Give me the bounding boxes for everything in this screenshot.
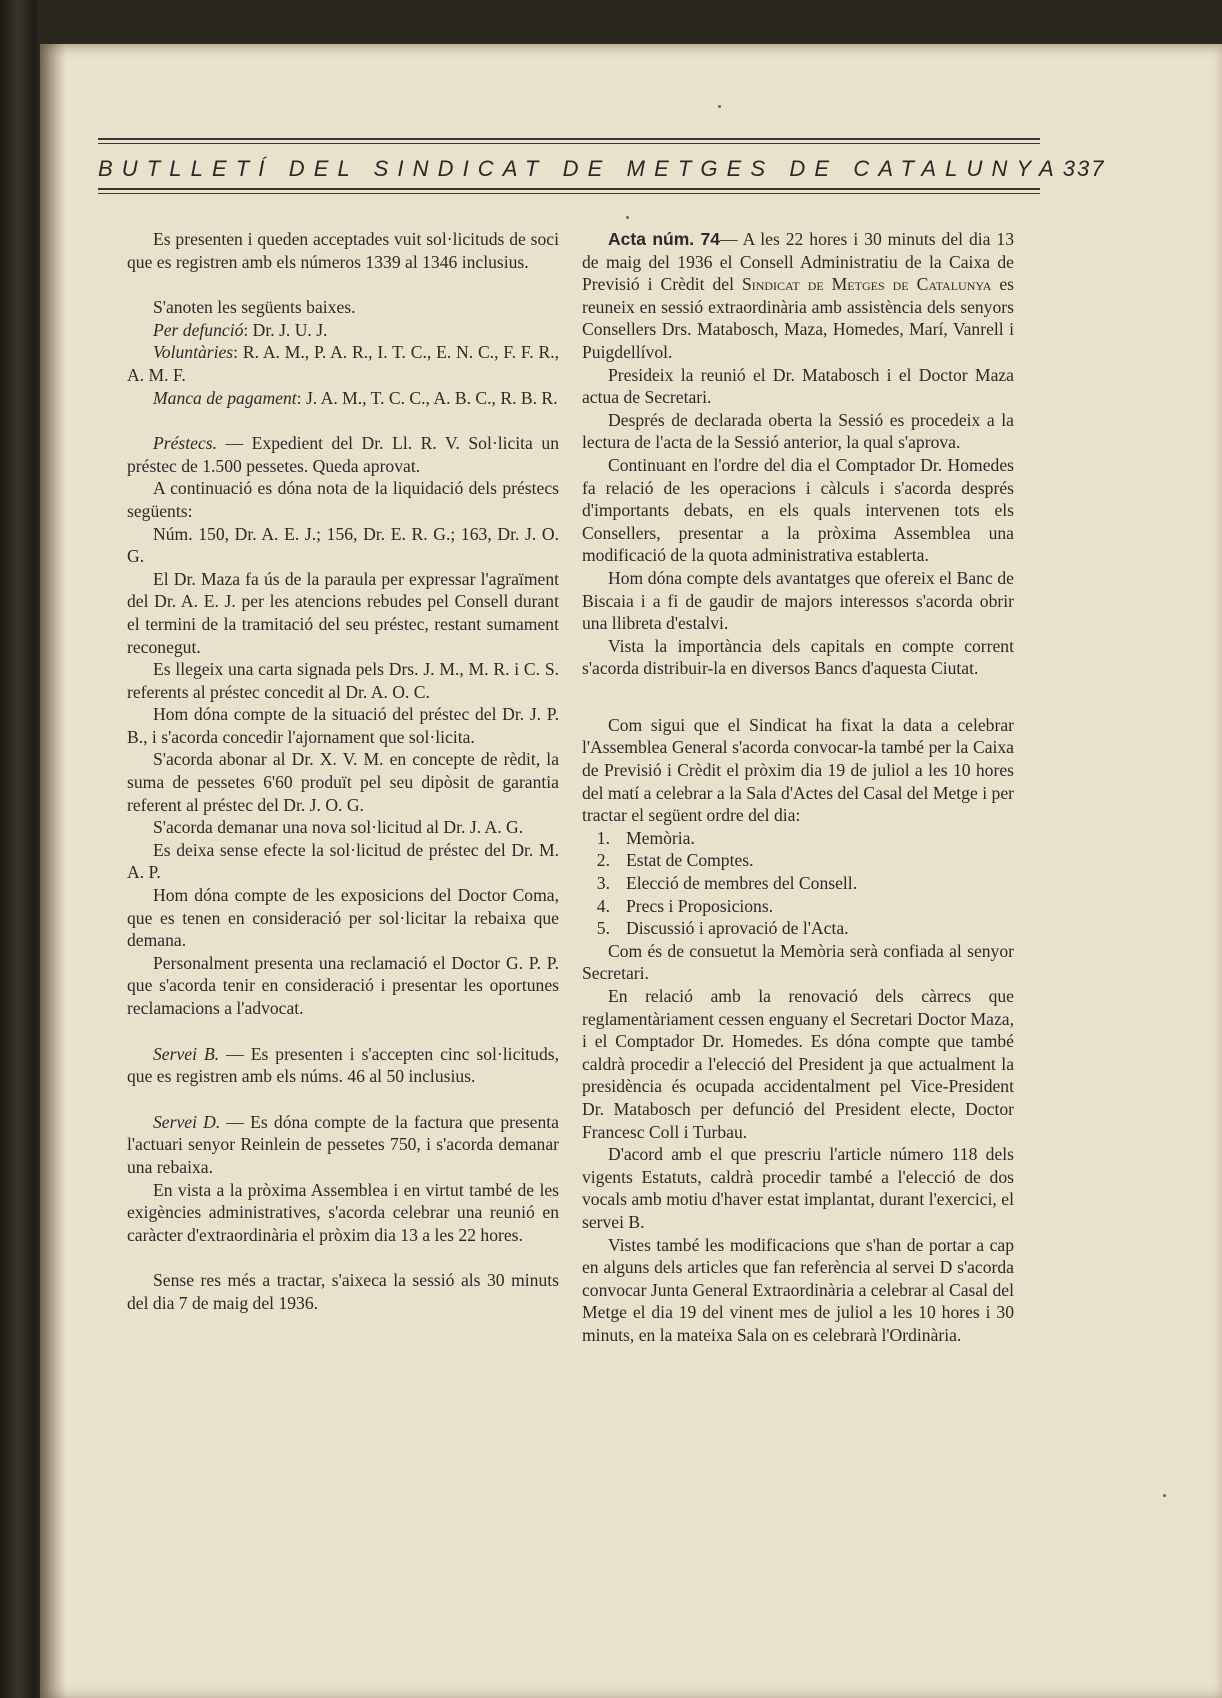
- paragraph: Es llegeix una carta signada pels Drs. J. M., M. R. i C. S. referents al préstec concedit al Dr. A. O. C.: [127, 659, 559, 702]
- paragraph: Núm. 150, Dr. A. E. J.; 156, Dr. E. R. G.; 163, Dr. J. O. G.: [127, 523, 559, 567]
- paragraph: Es presenten i queden acceptades vuit sol·licituds de soci que es registren amb els números 1339 al 1346 inclusius.: [127, 229, 559, 272]
- header-row: [98, 144, 1106, 188]
- paragraph: D'acord amb el que prescriu l'article número 118 dels vigents Estatuts, caldrà procedir també a l'elecció de dos vocals amb motiu d'haver estat implantat, durant l'exercici, el servei B.: [582, 1144, 1014, 1232]
- paper-speck: [718, 105, 721, 108]
- paragraph: Servei D. — Es dóna compte de la factura que presenta l'actuari senyor Reinlein de pessetes 750, i s'acorda demanar una rebaixa.: [127, 1111, 559, 1177]
- paragraph: Voluntàries: R. A. M., P. A. R., I. T. C., E. N. C., F. F. R., A. M. F.: [127, 342, 559, 385]
- acta-paragraph: Acta núm. 74— A les 22 hores i 30 minuts del dia 13 de maig del 1936 el Consell Administratiu de la Caixa de Previsió i Crèdit del Sindicat de Metges de Catalunya es reuneix en sessió extraordinària amb assistència dels senyors Consellers Drs. Matabosch, Maza, Homedes, Marí, Vanrell i Puigdellívol.: [582, 229, 1014, 362]
- paragraph: Hom dóna compte dels avantatges que ofereix el Banc de Biscaia i a fi de gaudir de majors interessos s'acorda obrir una llibreta d'estalvi.: [582, 567, 1014, 634]
- paragraph: Vistes també les modificacions que s'han de portar a cap en alguns dels articles que fan referència al servei D s'acorda convocar Junta General Extraordinària a celebrar al Casal del Metge el dia 19 del vinent mes de juliol a les 10 hores i 30 minuts, en la mateixa Sala on es celebrarà l'Ordinària.: [582, 1234, 1014, 1345]
- header-rule-bottom-thin: [98, 193, 1040, 194]
- paragraph: S'acorda demanar una nova sol·licitud al Dr. J. A. G.: [153, 817, 524, 838]
- paragraph: Hom dóna compte de les exposicions del Doctor Coma, que es tenen en consideració per sol·licitar la rebaixa que demana.: [127, 885, 559, 951]
- paragraph: S'anoten les següents baixes.: [153, 297, 356, 318]
- paragraph: Continuant en l'ordre del dia el Comptador Dr. Homedes fa relació de les operacions i càlculs i s'acorda després d'importants debats, en els quals intervenen tots els Consellers, presentar a la pròxima Assemblea una modificació de la quota administrativa establerta.: [582, 454, 1014, 566]
- paragraph: Vista la importància dels capitals en compte corrent s'acorda distribuir-la en diversos Bancs d'aquesta Ciutat.: [582, 635, 1014, 679]
- agenda-item: 1. Memòria.: [596, 827, 695, 848]
- paper-speck: [1163, 1494, 1166, 1497]
- agenda-list: [582, 827, 1014, 940]
- paragraph: Com és de consuetut la Memòria serà confiada al senyor Secretari.: [582, 940, 1014, 984]
- left-column: [127, 228, 559, 1315]
- paper-speck: [626, 216, 629, 219]
- paragraph: Sense res més a tractar, s'aixeca la sessió als 30 minuts del dia 7 de maig del 1936.: [127, 1270, 559, 1313]
- paragraph: Es deixa sense efecte la sol·licitud de préstec del Dr. M. A. P.: [127, 839, 559, 883]
- paragraph: Per defunció: Dr. J. U. J.: [153, 319, 328, 340]
- header-rule-bottom: [98, 188, 1040, 190]
- paragraph: Com sigui que el Sindicat ha fixat la data a celebrar l'Assemblea General s'acorda convocar-la també per la Caixa de Previsió i Crèdit el pròxim dia 19 de juliol a les 10 hores del matí a celebrar a la Sala d'Actes del Casal del Metge i per tractar el següent ordre del dia:: [582, 714, 1014, 826]
- header-rule-top: [98, 138, 1040, 140]
- agenda-item: 5. Discussió i aprovació de l'Acta.: [596, 918, 849, 939]
- paragraph: Presideix la reunió el Dr. Matabosch i el Doctor Maza actua de Secretari.: [582, 364, 1014, 408]
- paragraph: Manca de pagament: J. A. M., T. C. C., A. B. C., R. B. R.: [153, 387, 558, 408]
- paragraph: Préstecs. — Expedient del Dr. Ll. R. V. Sol·licita un préstec de 1.500 pessetes. Queda aprovat.: [127, 433, 559, 476]
- paragraph: Hom dóna compte de la situació del préstec del Dr. J. P. B., i s'acorda concedir l'ajornament que sol·licita.: [127, 704, 559, 747]
- agenda-item: 3. Elecció de membres del Consell.: [596, 873, 858, 894]
- paragraph: Després de declarada oberta la Sessió es procedeix a la lectura de l'acta de la Sessió anterior, la qual s'aprova.: [582, 409, 1014, 453]
- paragraph: Personalment presenta una reclamació el Doctor G. P. P. que s'acorda tenir en consideració i presentar les oportunes reclamacions a l'advocat.: [127, 952, 559, 1018]
- page-header: [98, 138, 1106, 194]
- page-number: 337: [1062, 156, 1106, 181]
- paragraph: El Dr. Maza fa ús de la paraula per expressar l'agraïment del Dr. A. E. J. per les atencions rebudes pel Consell durant el termini de la tramitació del seu préstec, restant sumament reconegut.: [127, 568, 559, 657]
- right-column: [582, 228, 1014, 1347]
- acta-label: Acta núm. 74: [608, 229, 721, 249]
- agenda-item: 4. Precs i Proposicions.: [596, 895, 774, 916]
- paragraph: En vista a la pròxima Assemblea i en virtut també de les exigències administratives, s'acorda celebrar una reunió en caràcter d'extraordinària el pròxim dia 13 a les 22 hores.: [127, 1179, 559, 1245]
- paragraph: Servei B. — Es presenten i s'accepten cinc sol·licituds, que es registren amb els núms. 46 al 50 inclusius.: [127, 1043, 559, 1087]
- agenda-item: 2. Estat de Comptes.: [596, 850, 754, 871]
- paragraph: A continuació es dóna nota de la liquidació dels préstecs següents:: [127, 478, 559, 521]
- paragraph: En relació amb la renovació dels càrrecs que reglamentàriament cessen enguany el Secretari Doctor Maza, i el Comptador Dr. Homedes. Es dóna compte que també caldrà procedir a l'elecció del President ja que actualment la presidència és ocupada accidentalment pel Vice-President Dr. Matabosch per defunció del President electe, Doctor Francesc Coll i Turbau.: [582, 986, 1014, 1142]
- running-title: BUTLLETÍ DEL SINDICAT DE METGES DE CATALUNYA: [98, 156, 1063, 181]
- paragraph: S'acorda abonar al Dr. X. V. M. en concepte de rèdit, la suma de pessetes 6'60 produït pel seu dipòsit de garantia referent al préstec del Dr. J. O. G.: [127, 749, 559, 815]
